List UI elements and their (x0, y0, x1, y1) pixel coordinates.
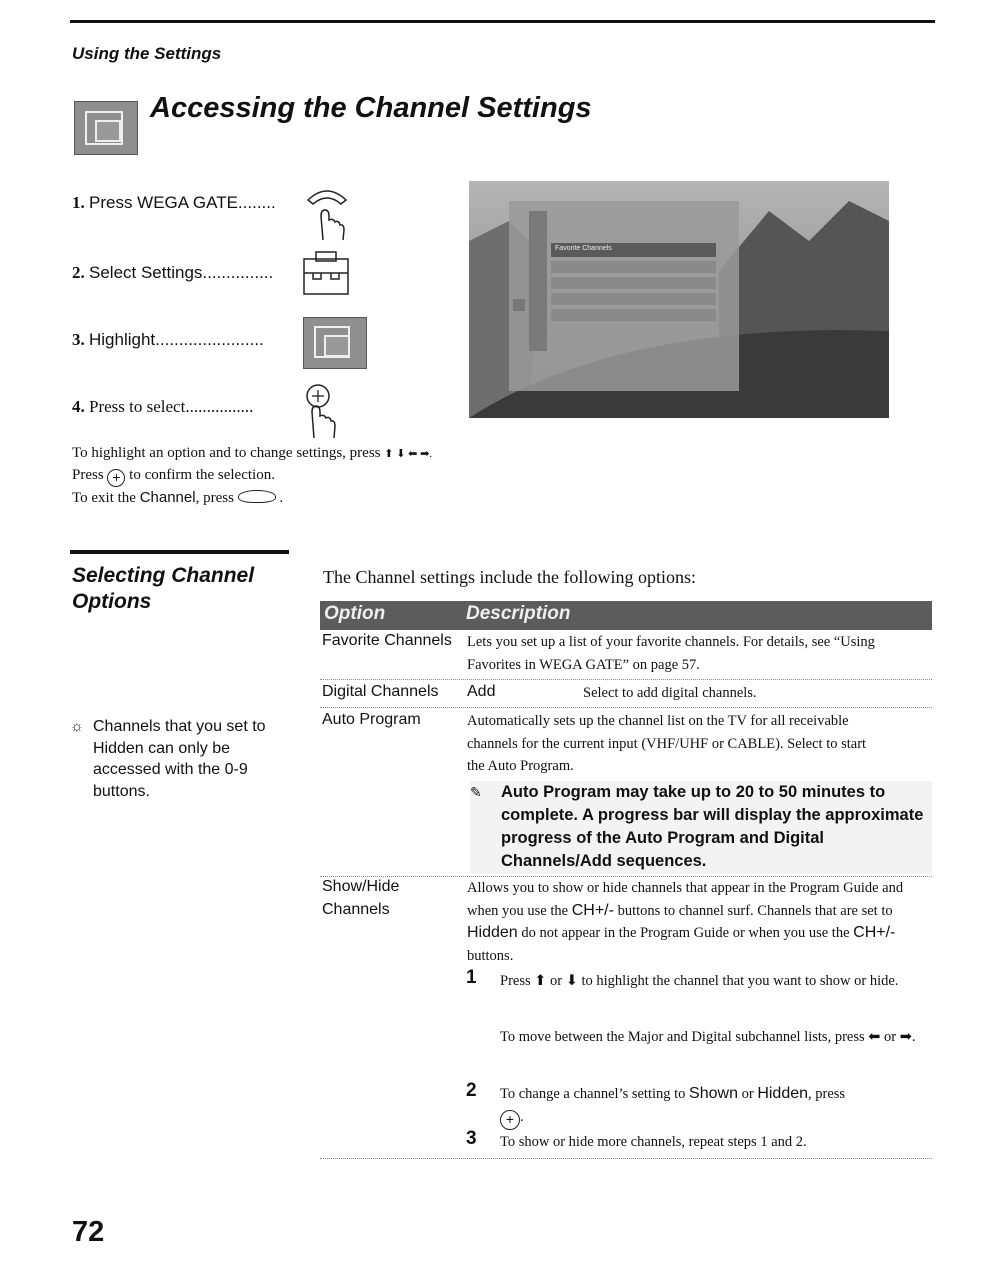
channel-settings-icon (74, 101, 138, 155)
header-description: Description (466, 603, 571, 624)
press-select-button-icon (300, 382, 340, 440)
channel-icon (303, 317, 367, 369)
lightbulb-icon: ☼ (70, 718, 84, 735)
substep-1-number: 1 (466, 967, 477, 988)
wega-gate-button-icon (305, 184, 349, 242)
show-hide-text-1: Allows you to show or hide channels that appear in the Program Guide and when you use the (467, 880, 904, 919)
substep-1b-text: To move between the Major and Digital subchannel lists, press ⬅ or ➡. (500, 1029, 916, 1045)
page-number: 72 (72, 1216, 105, 1248)
substep-2-pre: To change a channel’s setting to (500, 1086, 686, 1102)
tv-screen-image (469, 181, 889, 418)
divider (320, 1158, 932, 1159)
ch-key-2: CH+/- (853, 924, 896, 941)
instruction-exit (72, 489, 283, 507)
wega-gate-small-icon (238, 490, 276, 503)
table-header (320, 601, 932, 630)
step-2-number: 2. (72, 263, 85, 282)
sidebar-rule (70, 550, 289, 554)
instruction-exit-word: Channel (139, 489, 196, 506)
substep-3-text: To show or hide more channels, repeat steps 1 and 2. (500, 1134, 807, 1150)
desc-digital-channels: Select to add digital channels. (583, 685, 757, 701)
substep-2-number: 2 (466, 1080, 477, 1101)
instruction-exit-post: , press (195, 490, 234, 506)
divider (320, 707, 932, 708)
hidden-word: Hidden (467, 924, 518, 941)
instruction-exit-pre: To exit the (72, 490, 136, 506)
desc-auto-program: Automatically sets up the channel list on the TV for all receivable channels for the current input (VHF/UHF or CABLE). Select to start the Auto Program. (467, 713, 867, 774)
select-button-icon: + (107, 469, 125, 487)
step-3 (72, 330, 264, 350)
note-pencil-icon: ✎ (470, 784, 482, 800)
option-auto-program: Auto Program (322, 711, 421, 728)
desc-favorite-channels: Lets you set up a list of your favorite channels. For details, see “Using Favorites in WEGA GATE” on page 57. (467, 634, 875, 673)
menu-item-favorite-channels: Favorite Channels (555, 245, 612, 252)
show-hide-text-3: do not appear in the Program Guide or when you use the (521, 925, 850, 941)
step-4-text: Press to select................ (89, 397, 254, 416)
instruction-highlight-text: To highlight an option and to change settings, press (72, 445, 381, 461)
option-favorite-channels: Favorite Channels (322, 632, 452, 649)
option-digital-channels: Digital Channels (322, 683, 439, 700)
option-show-hide-channels: Show/Hide Channels (322, 878, 400, 918)
settings-toolbox-icon (301, 249, 351, 297)
section-header: Using the Settings (72, 44, 222, 63)
step-3-number: 3. (72, 330, 85, 349)
substep-2-text: To change a channel’s setting to Shown or Hidden, press + . (500, 1083, 930, 1130)
note-text: Auto Program may take up to 20 to 50 minutes to complete. A progress bar will display the approximate progress of the Auto Program and Digital Channels/Add sequences. (501, 783, 924, 870)
select-button-icon: + (500, 1110, 520, 1130)
substep-2-or: or (741, 1086, 754, 1102)
page-title: Accessing the Channel Settings (150, 92, 592, 124)
substep-1-text: Press ⬆ or ⬇ to highlight the channel that you want to show or hide. (500, 973, 899, 989)
top-rule (70, 20, 935, 23)
instruction-highlight (72, 445, 432, 462)
instruction-confirm-post: to confirm the selection. (129, 467, 275, 483)
auto-program-note (470, 781, 932, 874)
desc-show-hide-channels (467, 877, 932, 967)
instruction-confirm (72, 467, 275, 487)
digital-add-label: Add (467, 683, 496, 700)
step-2 (72, 263, 273, 283)
tip-note (72, 716, 292, 802)
show-hide-text-2: buttons to channel surf. Channels that are set to (617, 902, 893, 919)
show-hide-text-4: buttons. (467, 947, 514, 964)
arrow-buttons-icon: ⬆ ⬇ ⬅ ➡. (384, 448, 433, 460)
ch-key-1: CH+/- (571, 901, 614, 919)
step-4 (72, 397, 253, 417)
substep-2-post: , press (808, 1086, 846, 1102)
header-option: Option (324, 603, 386, 624)
step-1 (72, 193, 276, 213)
tip-text: Channels that you set to Hidden can only be accessed with the 0-9 buttons. (93, 718, 266, 800)
shown-word: Shown (689, 1085, 738, 1102)
sidebar-title: Selecting Channel Options (72, 564, 255, 613)
hidden-word-2: Hidden (757, 1085, 809, 1102)
table-intro: The Channel settings include the following options: (323, 567, 696, 587)
divider (320, 679, 932, 680)
step-1-text: Press WEGA GATE........ (89, 193, 276, 212)
substep-3-number: 3 (466, 1128, 477, 1149)
instruction-exit-end: . (279, 490, 284, 506)
step-3-text: Highlight....................... (89, 330, 264, 349)
step-2-text: Select Settings............... (89, 263, 274, 282)
step-1-number: 1. (72, 193, 85, 212)
instruction-confirm-pre: Press (72, 467, 104, 483)
step-4-number: 4. (72, 397, 85, 416)
